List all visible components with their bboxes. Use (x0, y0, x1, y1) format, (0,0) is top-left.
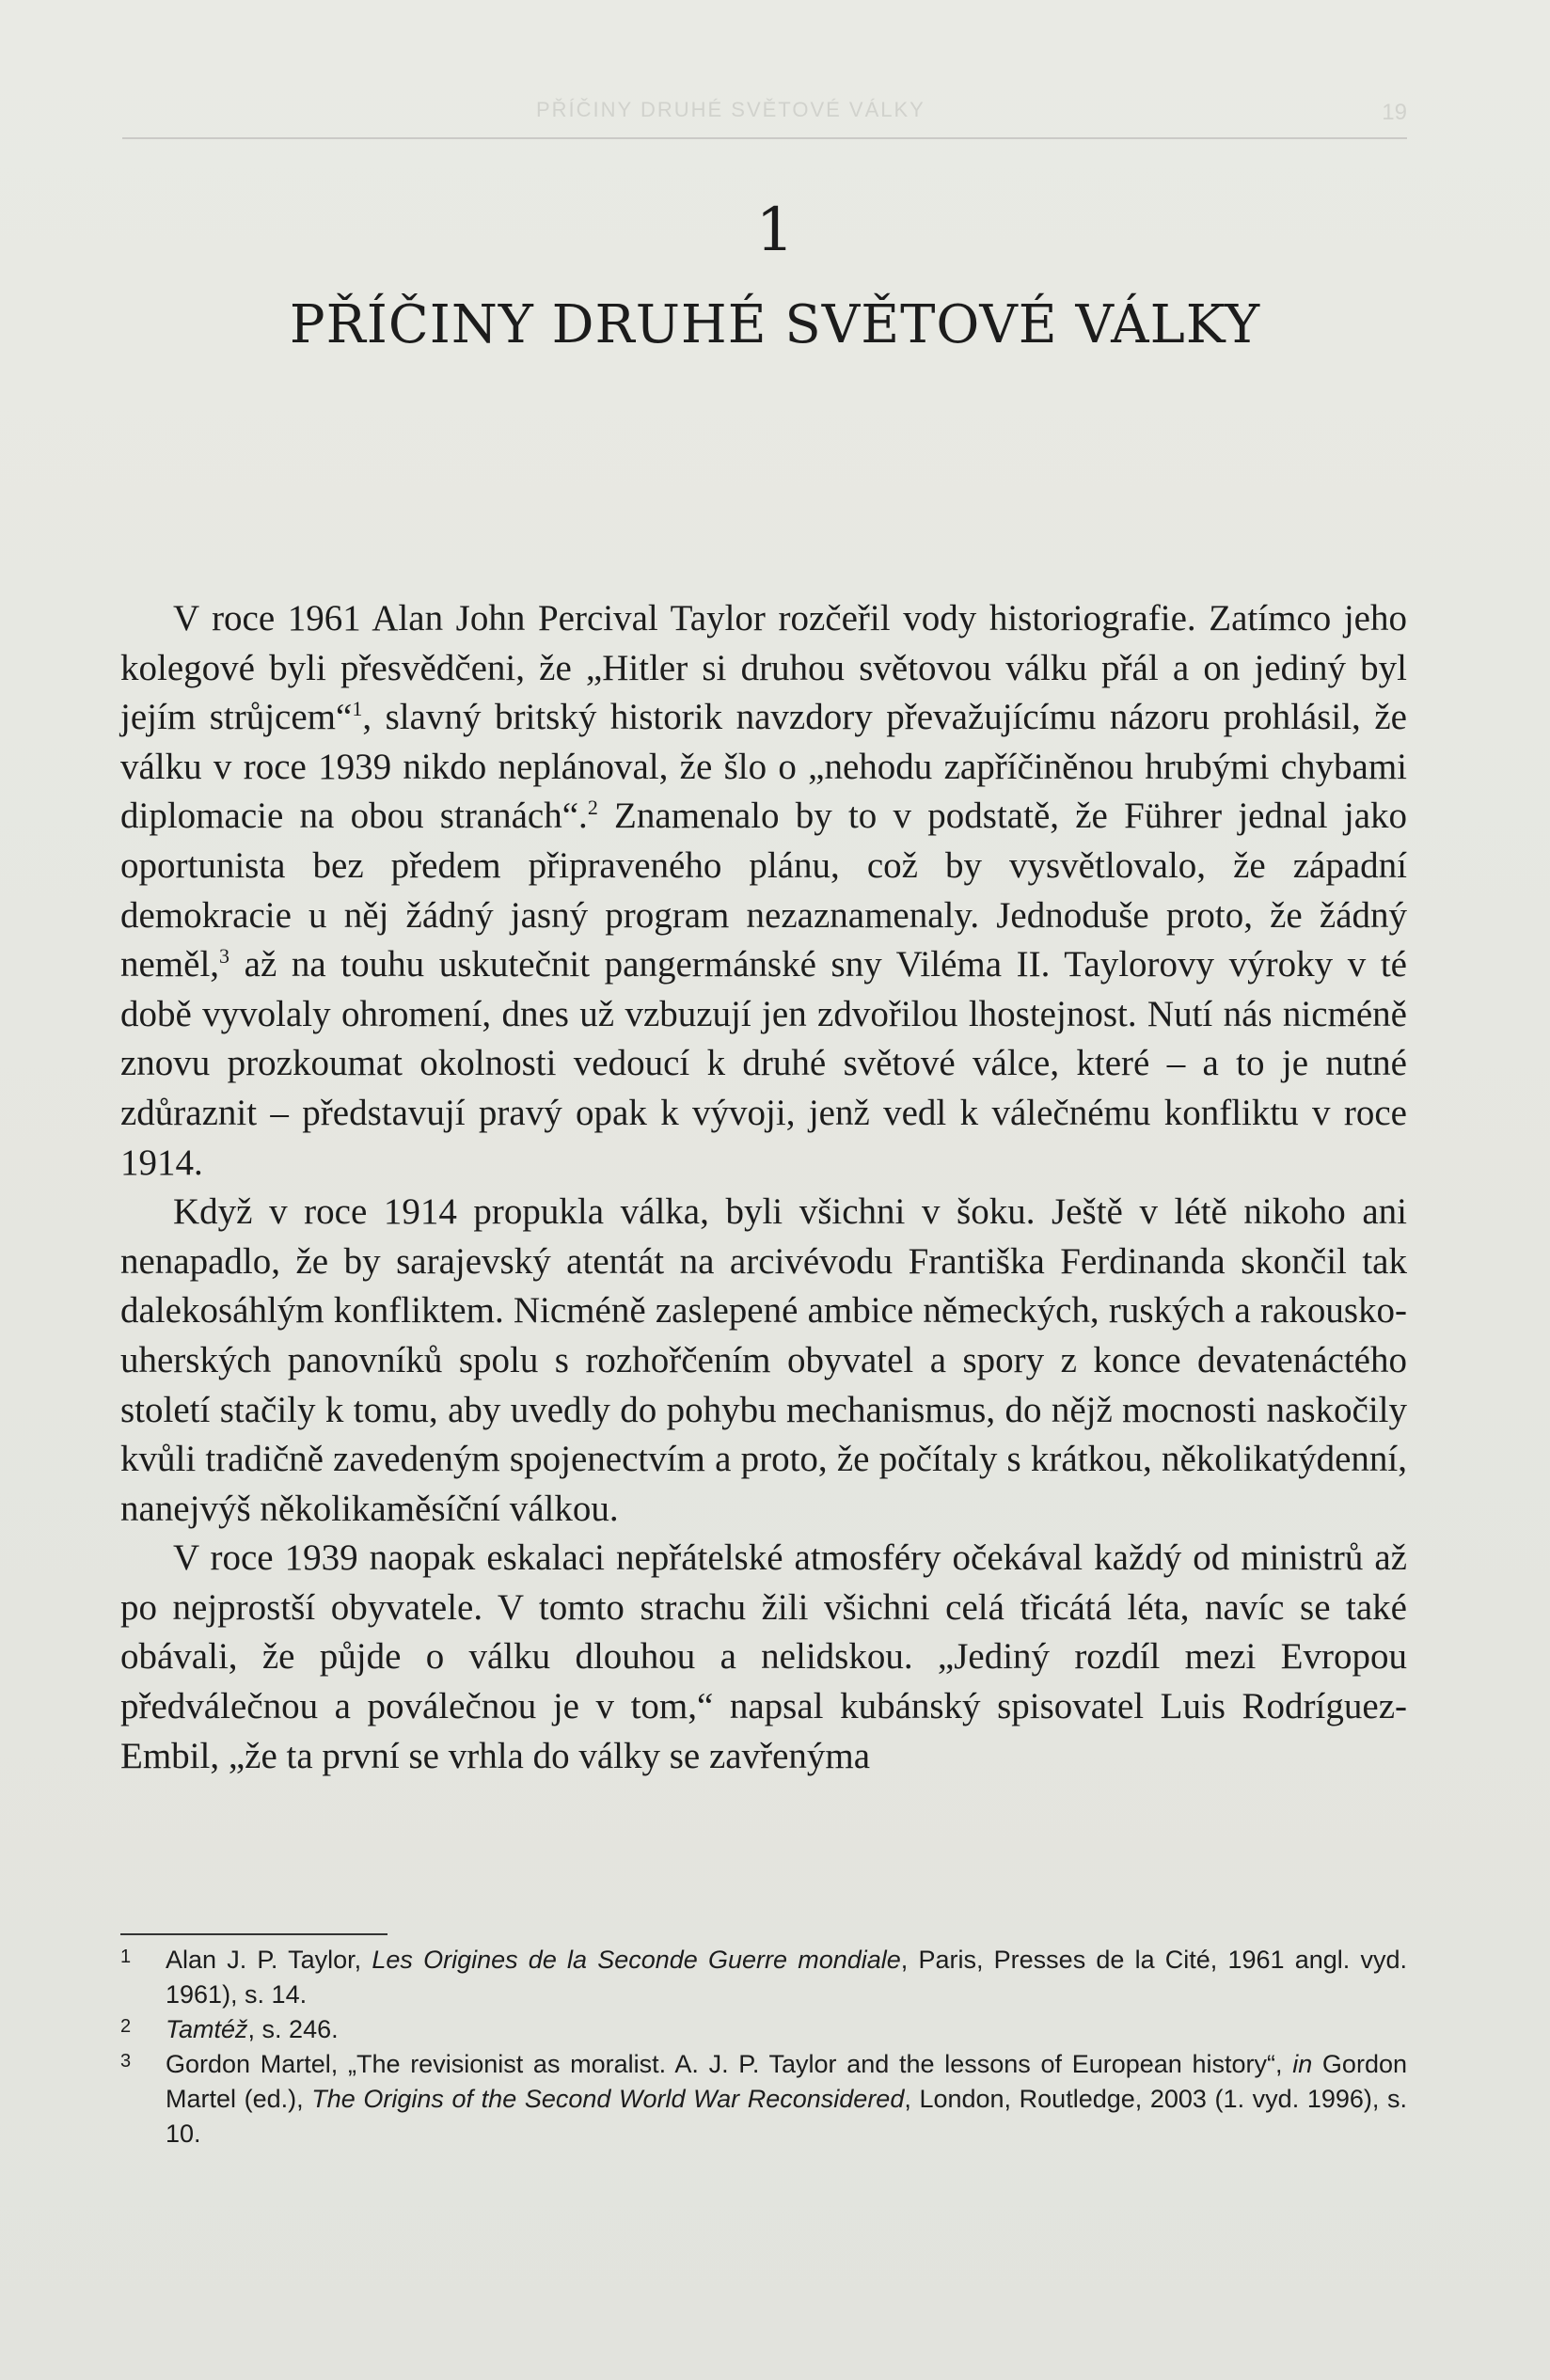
footnote-ref-2: 2 (587, 796, 598, 820)
footnote-title: Tamtéž (166, 2015, 248, 2043)
paragraph-1-text-d: až na touhu uskutečnit pangermánské sny Viléma II. Taylorovy výroky v té době vyvolaly ohromení, dnes už vzbuzují jen zdvořilou lhostejnost. Nutí nás nicméně znovu prozkoumat okolnosti vedoucí k druhé světové válce, které – a to je nutné zdůraznit – představují pravý opak k vývoji, jenž vedl k válečnému konfliktu v roce 1914. (120, 944, 1407, 1183)
footnote-number: 1 (120, 1947, 132, 1967)
footnote-2 (120, 2012, 1407, 2047)
chapter-title: PŘÍČINY DRUHÉ SVĚTOVÉ VÁLKY (289, 294, 1261, 355)
footnote-3 (120, 2047, 1407, 2151)
paragraph-1 (120, 594, 1407, 1188)
footnote-text: Gordon Martel (ed.), (166, 2050, 1407, 2113)
footnote-title: The Origins of the Second World War Reconsidered (311, 2085, 905, 2113)
running-head-title: PŘÍČINY DRUHÉ SVĚTOVÉ VÁLKY (536, 98, 925, 121)
footnote-text: Alan J. P. Taylor, (166, 1946, 372, 1974)
footnote-number: 3 (120, 2051, 132, 2072)
paragraph-3: V roce 1939 naopak eskalaci nepřátelské atmosféry očekával každý od ministrů až po nejprostší obyvatele. V tomto strachu žili všichni celá třicátá léta, navíc se také obávali, že půjde o válku dlouhou a nelidskou. „Jediný rozdíl mezi Evropou předválečnou a poválečnou je v tom,“ napsal kubánský spisovatel Luis Rodríguez-Embil, „že ta první se vrhla do války se zavřenýma (120, 1537, 1407, 1776)
footnote-text: , London, Routledge, 2003 (1. vyd. 1996), s. 10. (166, 2085, 1407, 2148)
footnote-text: , s. 246. (247, 2015, 339, 2043)
footnote-text: Gordon Martel, „The revisionist as moralist. A. J. P. Taylor and the lessons of European history“, (166, 2050, 1293, 2078)
paragraph-2: Když v roce 1914 propukla válka, byli všichni v šoku. Ještě v létě nikoho ani nenapadlo, že by sarajevský atentát na arcivévodu Františka Ferdinanda skončil tak dalekosáhlým konfliktem. Nicméně zaslepené ambice německých, ruských a rakousko-uherských panovníků spolu s rozhořčením obyvatel a spory z konce devatenáctého století stačily k tomu, aby uvedly do pohybu mechanismus, do nějž mocnosti naskočily kvůli tradičně zavedeným spojenectvím a proto, že počítaly s krátkou, několikatýdenní, nanejvýš několikaměsíční válkou. (120, 1191, 1407, 1529)
footnote-divider (120, 1933, 388, 1935)
footnote-in: in (1292, 2050, 1313, 2078)
paragraph-1-text-c: Znamenalo by to v podstatě, že Führer jednal jako oportunista bez předem připraveného plánu, což by vysvětlovalo, že západní demokracie u něj žádný jasný program nezaznamenaly. Jednoduše proto, že žádný neměl, (120, 796, 1408, 985)
footnotes (120, 1943, 1407, 2151)
footnote-ref-3: 3 (219, 944, 230, 969)
footnote-title: Les Origines de la Seconde Guerre mondiale (372, 1946, 901, 1974)
footnote-1 (120, 1943, 1407, 2012)
paragraph-1-text-a: V roce 1961 Alan John Percival Taylor rozčeřil vody historiografie. Zatímco jeho kolegové byli přesvědčeni, že „Hitler si druhou světovou válku přál a on jediný byl jejím strůjcem“ (120, 598, 1407, 738)
running-head (122, 92, 1407, 139)
footnote-number: 2 (120, 2016, 132, 2037)
footnote-ref-1: 1 (352, 697, 363, 721)
paragraph-1-text-b: , slavný britský historik navzdory převažujícímu názoru prohlásil, že válku v roce 1939 nikdo neplánoval, že šlo o „nehodu zapříčiněnou hrubými chybami diplomacie na obou stranách“. (120, 697, 1407, 837)
running-head-page-number: 19 (1382, 100, 1407, 125)
footnote-text: , Paris, Presses de la Cité, 1961 angl. vyd. 1961), s. 14. (166, 1946, 1407, 2009)
body-text (120, 594, 1407, 1781)
chapter-number: 1 (755, 196, 795, 265)
